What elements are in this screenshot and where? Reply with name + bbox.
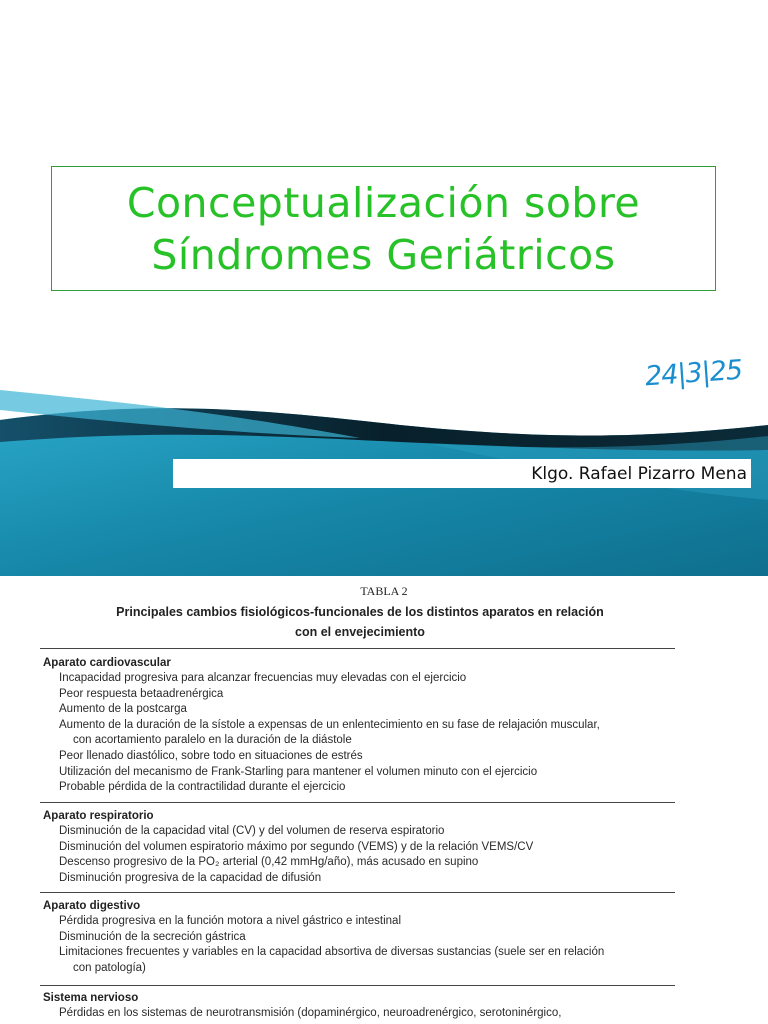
list-item: con acortamiento paralelo en la duración de la diástole (73, 734, 352, 747)
section-divider (40, 985, 675, 986)
list-item: Pérdida progresiva en la función motora a nivel gástrico e intestinal (59, 915, 401, 927)
table-heading-line-1: Principales cambios fisiológicos-funcionales de los distintos aparatos en relación (116, 605, 604, 619)
list-item: Disminución progresiva de la capacidad de difusión (59, 871, 322, 884)
section-title: Aparato respiratorio (43, 810, 154, 822)
slide-title-line-2: Síndromes Geriátricos (151, 230, 616, 279)
list-item: Disminución del volumen espiratorio máximo por segundo (VEMS) y de la relación VEMS/CV (59, 840, 534, 853)
section-title: Aparato digestivo (43, 900, 141, 912)
section-title: Sistema nervioso (43, 992, 139, 1004)
author-box (173, 459, 751, 488)
title-box (51, 166, 716, 291)
handwritten-date: 24|3|25 (644, 354, 744, 393)
table-top-rule (40, 648, 675, 649)
list-item: Disminución de la secreción gástrica (59, 930, 246, 943)
scanned-table (0, 576, 768, 1024)
list-item: Disminución de la capacidad vital (CV) y del volumen de reserva espiratorio (59, 825, 445, 837)
table-section (43, 991, 675, 1022)
list-item: Descenso progresivo de la PO₂ arterial (0,42 mmHg/año), más acusado en supino (59, 856, 479, 869)
list-item: Utilización del mecanismo de Frank-Starling para mantener el volumen minuto con el ejercicio (59, 765, 538, 778)
list-item: Pérdidas en los sistemas de neurotransmisión (dopaminérgico, neuroadrenérgico, serotoninérgico, (59, 1007, 562, 1019)
list-item: con patología) (73, 961, 146, 974)
list-item: Probable pérdida de la contractilidad durante el ejercicio (59, 781, 346, 794)
table-section (43, 656, 675, 796)
author-name: Klgo. Rafael Pizarro Mena (531, 463, 747, 484)
section-divider (40, 802, 675, 803)
list-item: Peor respuesta betaadrenérgica (59, 687, 224, 700)
table-heading-line-2: con el envejecimiento (295, 625, 425, 639)
list-item: Aumento de la duración de la sístole a expensas de un enlentecimiento en su fase de relajación muscular, (59, 718, 600, 731)
section-divider (40, 892, 675, 893)
table-section (43, 899, 675, 976)
table-section (43, 809, 675, 886)
list-item: Peor llenado diastólico, sobre todo en situaciones de estrés (59, 749, 363, 762)
list-item: Limitaciones frecuentes y variables en la capacidad absortiva de diversas sustancias (suele ser en relación (59, 946, 605, 959)
section-title: Aparato cardiovascular (43, 657, 171, 669)
slide-title-line-1: Conceptualización sobre (126, 178, 641, 227)
list-item: Incapacidad progresiva para alcanzar frecuencias muy elevadas con el ejercicio (59, 672, 467, 684)
table-label: TABLA 2 (360, 584, 408, 598)
list-item: Aumento de la postcarga (59, 703, 187, 716)
